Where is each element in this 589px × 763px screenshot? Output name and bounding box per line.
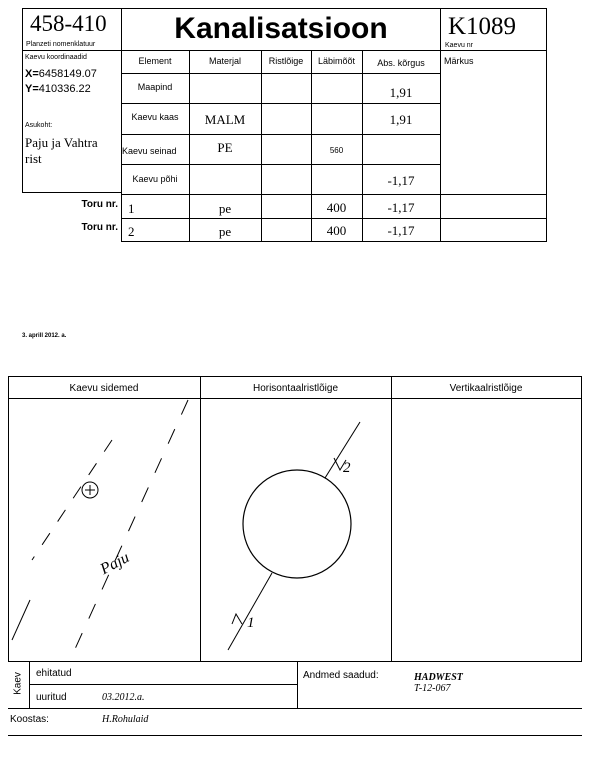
col-header-element: Element: [138, 56, 172, 66]
footer-top: [8, 661, 582, 662]
footer-div-mid: [297, 661, 298, 708]
author-value: H.Rohulaid: [102, 714, 149, 725]
footer-bottom: [8, 708, 582, 709]
coord-y-label: Y=: [25, 83, 39, 95]
coord-x-label: X=: [25, 68, 39, 80]
data-value-2: T-12-067: [414, 683, 451, 694]
location-line1: Paju ja Vahtra: [25, 135, 98, 150]
row-element-1: Maapind: [137, 82, 173, 92]
footer-div-side: [29, 661, 30, 708]
row-height-2: 1,91: [389, 112, 413, 127]
col-header-height: Abs. kõrgus: [377, 58, 425, 68]
coord-x-value: 6458149.07: [38, 68, 97, 80]
row-material-3: PE: [217, 140, 233, 155]
well-number: K1089: [448, 13, 517, 40]
well-circle: [243, 470, 351, 578]
author-label: Koostas:: [10, 714, 49, 725]
pipe-label-2: Toru nr.: [81, 222, 118, 233]
pipe-height-1: -1,17: [387, 200, 415, 215]
pipe-label-1: Toru nr.: [81, 199, 118, 210]
section-connections: Kaevu sidemed: [69, 383, 139, 394]
section-horizontal: Horisontaalristlõige: [252, 383, 339, 394]
row-element-4: Kaevu põhi: [132, 174, 178, 184]
pipe-diameter-1: 400: [326, 200, 347, 215]
location-line2: rist: [25, 151, 42, 166]
col-header-diameter: Läbimõõt: [317, 56, 356, 66]
street-line-upper: [32, 440, 112, 560]
row-height-4: -1,17: [387, 173, 415, 188]
pipe2-label: 2: [343, 460, 351, 476]
row-material-2: MALM: [204, 112, 246, 127]
col-header-cross: Ristlõige: [268, 56, 304, 66]
col-header-material: Materjal: [208, 56, 241, 66]
section-vertical: Vertikaalristlõige: [449, 383, 523, 394]
data-label: Andmed saadud:: [303, 670, 379, 681]
street-line-left: [12, 600, 30, 640]
street-line-lower: [70, 400, 188, 660]
page-title: Kanalisatsioon: [174, 12, 388, 45]
pipe1-label: 1: [247, 615, 255, 631]
sheet-label: Planzeti nomenklatuur: [26, 41, 96, 48]
coord-y-value: 410336.22: [38, 83, 91, 95]
data-value-1: HADWEST: [414, 672, 463, 683]
pipe-height-2: -1,17: [387, 223, 415, 238]
pipe-number-2: 2: [128, 224, 135, 239]
row-height-1: 1,91: [389, 85, 413, 100]
col-header-notes: Märkus: [444, 56, 474, 66]
footer-mid: [29, 684, 297, 685]
row-element-3: Kaevu seinad: [122, 146, 177, 156]
pipe-line-out: [228, 573, 272, 650]
pipe-number-1: 1: [128, 201, 135, 216]
pipe-material-1: pe: [218, 201, 232, 216]
built-label: ehitatud: [36, 668, 72, 679]
arrow-1: [232, 614, 242, 624]
coords-label: Kaevu koordinaadid: [25, 54, 87, 61]
street-label: Paju: [97, 548, 133, 579]
well-label: Kaevu nr: [445, 42, 474, 49]
date-stamp: 3. aprill 2012. a.: [22, 333, 67, 339]
sheet-number: 458-410: [30, 11, 107, 36]
pipe-diameter-2: 400: [326, 223, 347, 238]
surveyed-label: uuritud: [36, 692, 67, 703]
row-element-2: Kaevu kaas: [131, 112, 179, 122]
side-label: Kaev: [12, 672, 24, 695]
pipe-material-2: pe: [218, 224, 232, 239]
row-diameter-3: 560: [329, 146, 344, 155]
location-label: Asukoht:: [25, 122, 53, 129]
footer-final: [8, 735, 582, 736]
surveyed-value: 03.2012.a.: [102, 692, 145, 703]
